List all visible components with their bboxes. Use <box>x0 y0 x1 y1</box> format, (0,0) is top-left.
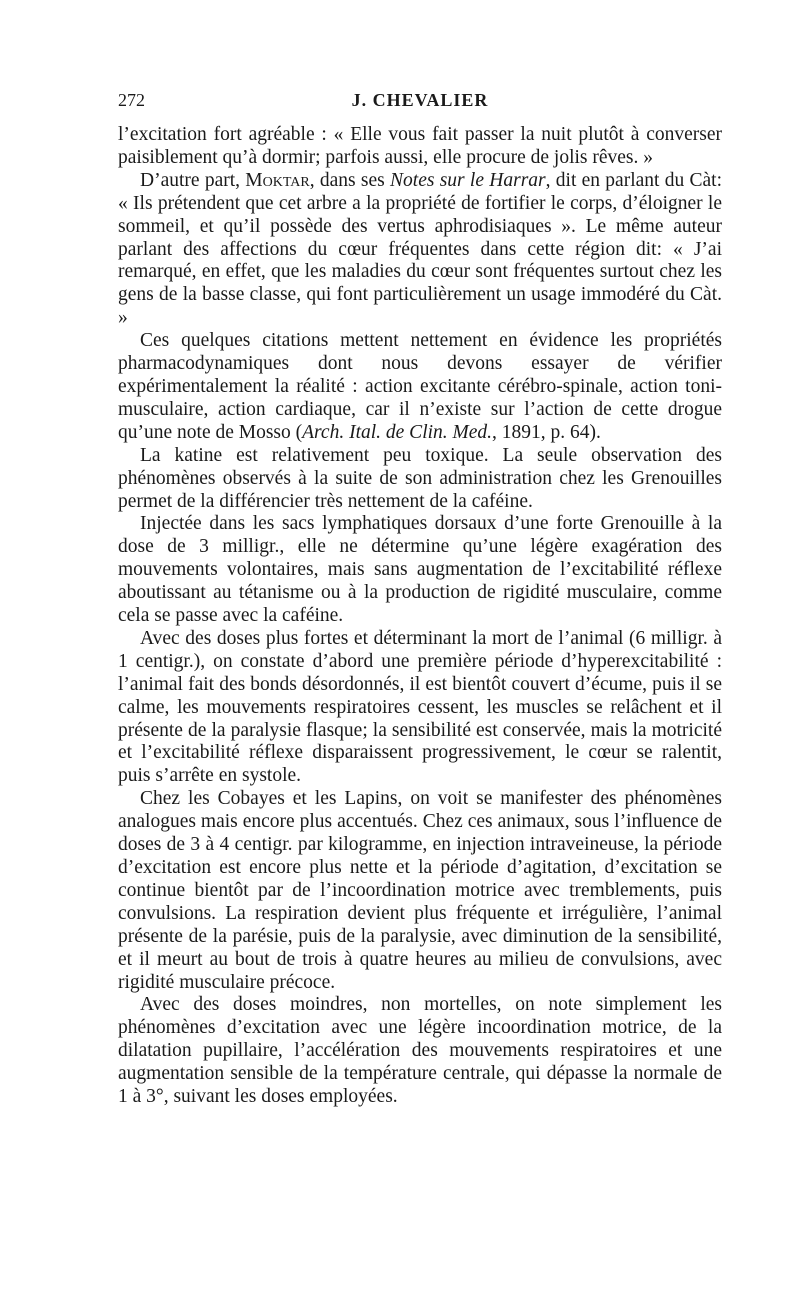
journal-reference: Arch. Ital. de Clin. Med. <box>302 421 493 443</box>
paragraph-5: Injectée dans les sacs lymphatiques dorsaux d’une forte Grenouille à la dose de 3 milligr., elle ne détermine qu’une légère exagération des mouvements volontaires, mais sans augmentation de l’excitabilité réflexe aboutissant au tétanisme ou à la production de rigidité musculaire, comme cela se passe avec la caféine. <box>118 513 722 627</box>
paragraph-2-text: D’autre part, <box>140 169 246 191</box>
paragraph-2 <box>118 170 722 330</box>
paragraph-6: Avec des doses plus fortes et déterminant la mort de l’animal (6 milligr. à 1 centigr.), on constate d’abord une première période d’hyperexcitabilité : l’animal fait des bonds désordonnés, il est bientôt couvert d’écume, puis il se calme, les mouvements respiratoires cessent, les muscles se relâchent et il présente de la paralysie flasque; la sensibilité est conservée, mais la motricité et l’excitabilité réflexe disparaissent progressivement, le cœur se ralentit, puis s’arrête en systole. <box>118 627 722 787</box>
paragraph-2-text: , dit en parlant du Càt: « Ils prétendent que cet arbre a la propriété de fortifier le corps, d’éloigner le sommeil, et qu’il possède des vertus aphrodisiaques ». Le même auteur parlant des affections du cœur fréquentes dans cette région dit: « J’ai remarqué, en effet, que les maladies du cœur sont fréquentes surtout chez les gens de la basse classe, qui font particulièrement un usage immodéré du Càt. » <box>118 169 722 329</box>
paragraph-8: Avec des doses moindres, non mortelles, on note simplement les phénomènes d’excitation avec une légère incoordination motrice, de la dilatation pupillaire, l’accélération des mouvements respiratoires et une augmentation sensible de la température centrale, qui dépasse la normale de 1 à 3°, suivant les doses employées. <box>118 994 722 1108</box>
paragraph-7: Chez les Cobayes et les Lapins, on voit se manifester des phénomènes analogues mais encore plus accentués. Chez ces animaux, sous l’influence de doses de 3 à 4 centigr. par kilogramme, en injection intraveineuse, la période d’excitation est encore plus nette et la période d’agitation, d’excitation se continue bientôt par de l’incoordination motrice avec tremblements, puis convulsions. La respiration devient plus fréquente et irrégulière, l’animal présente de la parésie, puis de la paralysie, avec diminution de la sensibilité, et il meurt au bout de trois à quatre heures au milieu de convulsions, avec rigidité musculaire précoce. <box>118 788 722 993</box>
running-title: J. CHEVALIER <box>351 90 489 110</box>
running-head <box>118 90 722 112</box>
body-text <box>118 124 722 1109</box>
page-number: 272 <box>118 90 145 110</box>
work-title: Notes sur le Harrar <box>390 169 546 191</box>
paragraph-4: La katine est relativement peu toxique. La seule observation des phénomènes observés à la suite de son administration chez les Grenouilles permet de la différencier très nettement de la caféine. <box>118 444 722 512</box>
paragraph-1-continuation: l’excitation fort agréable : « Elle vous fait passer la nuit plutôt à converser paisiblement qu’à dormir; parfois aussi, elle procure de jolis rêves. » <box>118 124 722 168</box>
paragraph-2-text: , dans ses <box>309 169 391 191</box>
paragraph-3-text: Ces quelques citations mettent nettement en évidence les propriétés pharmacodynamiques dont nous devons essayer de vérifier expérimentalement la réalité : action excitante cérébro-spinale, action toni-musculaire, action cardiaque, car il n’existe sur l’action de cette drogue qu’une note de Mosso ( <box>118 330 722 443</box>
paragraph-3 <box>118 330 722 445</box>
author-name-moktar: Moktar <box>245 169 310 191</box>
paragraph-3-text: , 1891, p. 64). <box>492 421 601 443</box>
